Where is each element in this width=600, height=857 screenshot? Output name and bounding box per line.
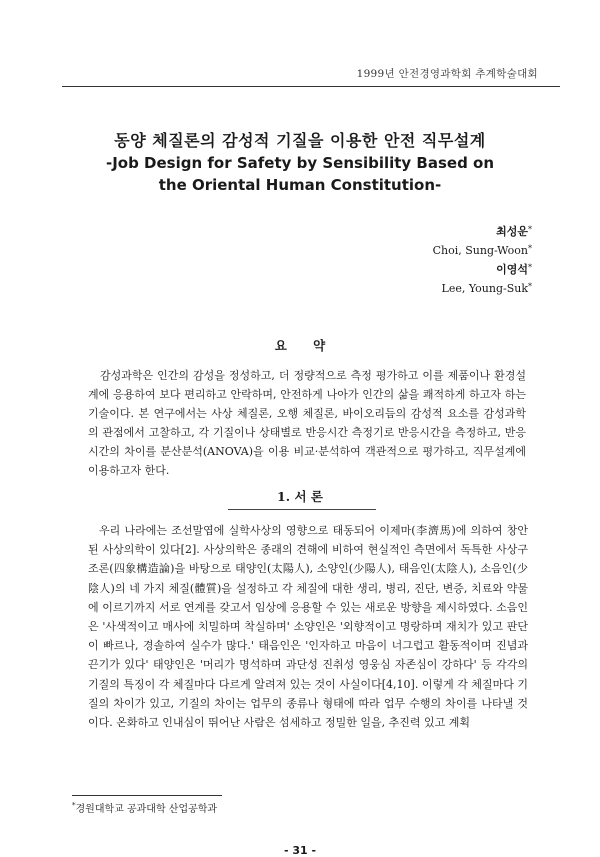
title-english-line-2: the Oriental Human Constitution- (158, 176, 442, 194)
author-2 (433, 260, 532, 298)
section-heading-rule (228, 509, 376, 510)
author-1-korean-name: 최성운 (496, 225, 528, 238)
footnote-text: 경원대학교 공과대학 산업공학과 (75, 804, 218, 815)
title-english (0, 152, 600, 196)
footnote (72, 800, 217, 815)
introduction-body: 우리 나라에는 조선말엽에 실학사상의 영향으로 태동되어 이제마(李濟馬)에 의하여 창안된 사상의학이 있다[2]. 사상의학은 종래의 견해에 비하여 현실적인 측면에서 독특한 사상구조론(四象構造論)을 바탕으로 태양인(太陽人), 소양인(少陽人), 태음인(太陰人), 소음인(少陰人)의 네 가지 체질(體質)을 설정하고 각 체질에 대한 생리, 병리, 진단, 변증, 치료와 약물에 이르기까지 서로 연계를 갖고서 임상에 응용할 수 있는 새로운 방향을 제시하였다. 소음인은 '사색적이고 매사에 치밀하며 착실하며' 소양인은 '외향적이고 명랑하며 재치가 있고 판단이 빠르나, 경솔하여 실수가 많다.' 태음인은 '인자하고 마음이 너그럽고 활동적이며 진념과 끈기가 있다' 태양인은 '머리가 명석하며 과단성 진취성 영웅심 자존심이 강하다' 등 각각의 기질의 특징이 각 체질마다 다르게 알려져 있는 것이 사실이다[4,10]. 이렇게 각 체질마다 기질의 차이가 있고, 기질의 차이는 업무의 종류나 형태에 따라 업무 수행의 차이를 나타낼 것이다. 온화하고 인내심이 뛰어난 사람은 섬세하고 정밀한 일을, 추진력 있고 계획 (88, 524, 528, 730)
author-1 (433, 222, 532, 260)
author-1-affiliation-mark-en: * (528, 244, 532, 253)
author-2-affiliation-mark-en: * (528, 282, 532, 291)
abstract-body: 감성과학은 인간의 감성을 정성하고, 더 정량적으로 측정 평가하고 이를 제품이나 환경설계에 응용하여 보다 편리하고 안락하며, 안전하게 나아가 인간의 삶을 쾌적하게 하고자 하는 기술이다. 본 연구에서는 사상 체질론, 오행 체질론, 바이오리듬의 감성적 요소를 감성과학의 관점에서 고찰하고, 각 기질이나 상태별로 반응시간 측정기로 반응시간을 측정하고, 반응시간의 차이를 분산분석(ANOVA)을 이용 비교·분석하여 객관적으로 평가하고, 직무설계에 이용하고자 한다. (88, 369, 526, 477)
footnote-mark: * (72, 801, 76, 810)
title-korean: 동양 체질론의 감성적 기질을 이용한 안전 직무설계 (114, 131, 486, 150)
title-english-line-1: -Job Design for Safety by Sensibility Based on (105, 154, 495, 172)
author-2-affiliation-mark: * (528, 263, 532, 272)
author-1-affiliation-mark: * (528, 225, 532, 234)
author-block (433, 222, 532, 298)
abstract-heading: 요 약 (274, 338, 326, 353)
section-heading-introduction: 1. 서 론 (277, 489, 323, 504)
author-1-english-name: Choi, Sung-Woon (432, 244, 528, 257)
author-2-english-name: Lee, Young-Suk (441, 282, 528, 295)
running-head: 1999년 안전경영과학회 추계학술대회 (356, 68, 538, 80)
author-2-korean-name: 이영석 (496, 263, 528, 276)
page-number: - 31 - (283, 844, 317, 857)
header-rule (62, 86, 560, 87)
footnote-rule (72, 795, 222, 796)
